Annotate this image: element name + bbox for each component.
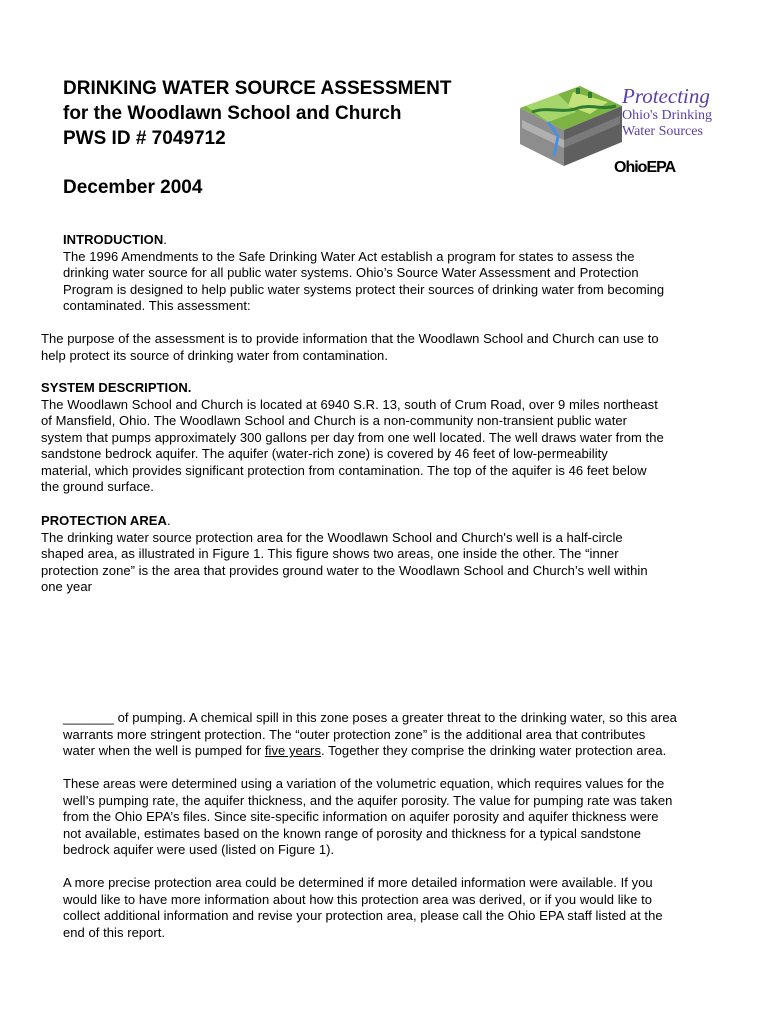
underlined-term: five years: [264, 743, 321, 758]
text-line: sandstone bedrock aquifer. The aquifer (water-rich zone) is covered by 46 feet of low-permeability: [41, 446, 608, 461]
text-line: would like to have more information about how this protection area was derived, or if you would like to: [63, 891, 653, 907]
title-line-2: for the Woodlawn School and Church: [63, 103, 402, 124]
text-line: of Mansfield, Ohio. The Woodlawn School and Church is a non-community non-transient public water: [41, 413, 628, 428]
precise-area-paragraph: [63, 875, 733, 941]
ohio-epa-wordmark: OhioEPA: [614, 159, 676, 176]
logo-line-2: Ohio's Drinking: [622, 108, 713, 123]
section-heading: SYSTEM DESCRIPTION.: [41, 380, 192, 395]
section-heading: PROTECTION AREA: [41, 513, 167, 528]
landscape-block-icon: [518, 76, 628, 171]
blank-line: _______: [63, 710, 114, 725]
text-line: warrants more stringent protection. The “outer protection zone” is the additional area that contributes: [63, 726, 646, 742]
text-line: bedrock aquifer were used (listed on Figure 1).: [63, 842, 335, 857]
system-description-section: [41, 380, 731, 496]
logo-line-3: Water Sources: [622, 124, 703, 139]
logo-caption: [622, 84, 712, 140]
heading-period: .: [163, 232, 167, 247]
text-line: The 1996 Amendments to the Safe Drinking Water Act establish a program for states to assess the: [63, 248, 635, 264]
heading-period: .: [166, 513, 171, 528]
text-line: These areas were determined using a variation of the volumetric equation, which requires values for the: [63, 776, 665, 791]
protection-area-section: [41, 513, 731, 596]
text-line: The Woodlawn School and Church is located at 6940 S.R. 13, south of Crum Road, over 9 miles northeast: [41, 396, 658, 412]
introduction-section: [63, 232, 723, 315]
text-line: not available, estimates based on the known range of porosity and thickness for a typical sandstone: [63, 825, 642, 841]
text-line: water when the well is pumped for: [63, 743, 265, 758]
text-line: well’s pumping rate, the aquifer thickness, and the aquifer porosity. The value for pumping rate was taken: [63, 792, 673, 808]
text-line: end of this report.: [63, 924, 166, 940]
section-heading: INTRODUCTION: [63, 232, 164, 247]
text-line: . Together they comprise the drinking water protection area.: [321, 743, 667, 758]
text-line: collect additional information and revise your protection area, please call the Ohio EPA staff listed at the: [63, 908, 663, 923]
text-line: the ground surface.: [41, 479, 154, 494]
title-line-3: PWS ID # 7049712: [63, 128, 226, 149]
ohio-epa-logo: [518, 76, 724, 184]
text-line: The purpose of the assessment is to provide information that the Woodlawn School and Church can use to: [41, 331, 659, 346]
document-title: [63, 76, 503, 151]
text-line: help protect its source of drinking water from contamination.: [41, 347, 388, 363]
text-line: drinking water source for all public water systems. Ohio’s Source Water Assessment and Protection: [63, 265, 639, 280]
text-line: A more precise protection area could be determined if more detailed information were available. If you: [63, 875, 653, 890]
pumping-paragraph: [63, 710, 733, 760]
text-line: protection zone” is the area that provides ground water to the Woodlawn School and Church’s well within: [41, 562, 648, 578]
text-line: one year: [41, 579, 92, 594]
purpose-paragraph: [41, 331, 731, 364]
text-line: system that pumps approximately 300 gallons per day from one well located. The well draws water from the: [41, 429, 664, 445]
logo-line-1: Protecting: [622, 84, 710, 108]
text-line: contaminated. This assessment:: [63, 298, 251, 313]
text-line: material, which provides significant protection from contamination. The top of the aquifer is 46 feet below: [41, 462, 647, 478]
text-line: of pumping. A chemical spill in this zone poses a greater threat to the drinking water, so this area: [113, 710, 677, 725]
text-line: shaped area, as illustrated in Figure 1. This figure shows two areas, one inside the other. The “inner: [41, 546, 619, 561]
text-line: Program is designed to help public water systems protect their sources of drinking water from becoming: [63, 281, 665, 297]
title-line-1: DRINKING WATER SOURCE ASSESSMENT: [63, 78, 452, 99]
text-line: The drinking water source protection area for the Woodlawn School and Church's well is a half-circle: [41, 529, 623, 545]
document-date: December 2004: [63, 177, 203, 198]
text-line: from the Ohio EPA’s files. Since site-specific information on aquifer porosity and aquifer thickness were: [63, 809, 659, 824]
areas-paragraph: [63, 776, 733, 859]
